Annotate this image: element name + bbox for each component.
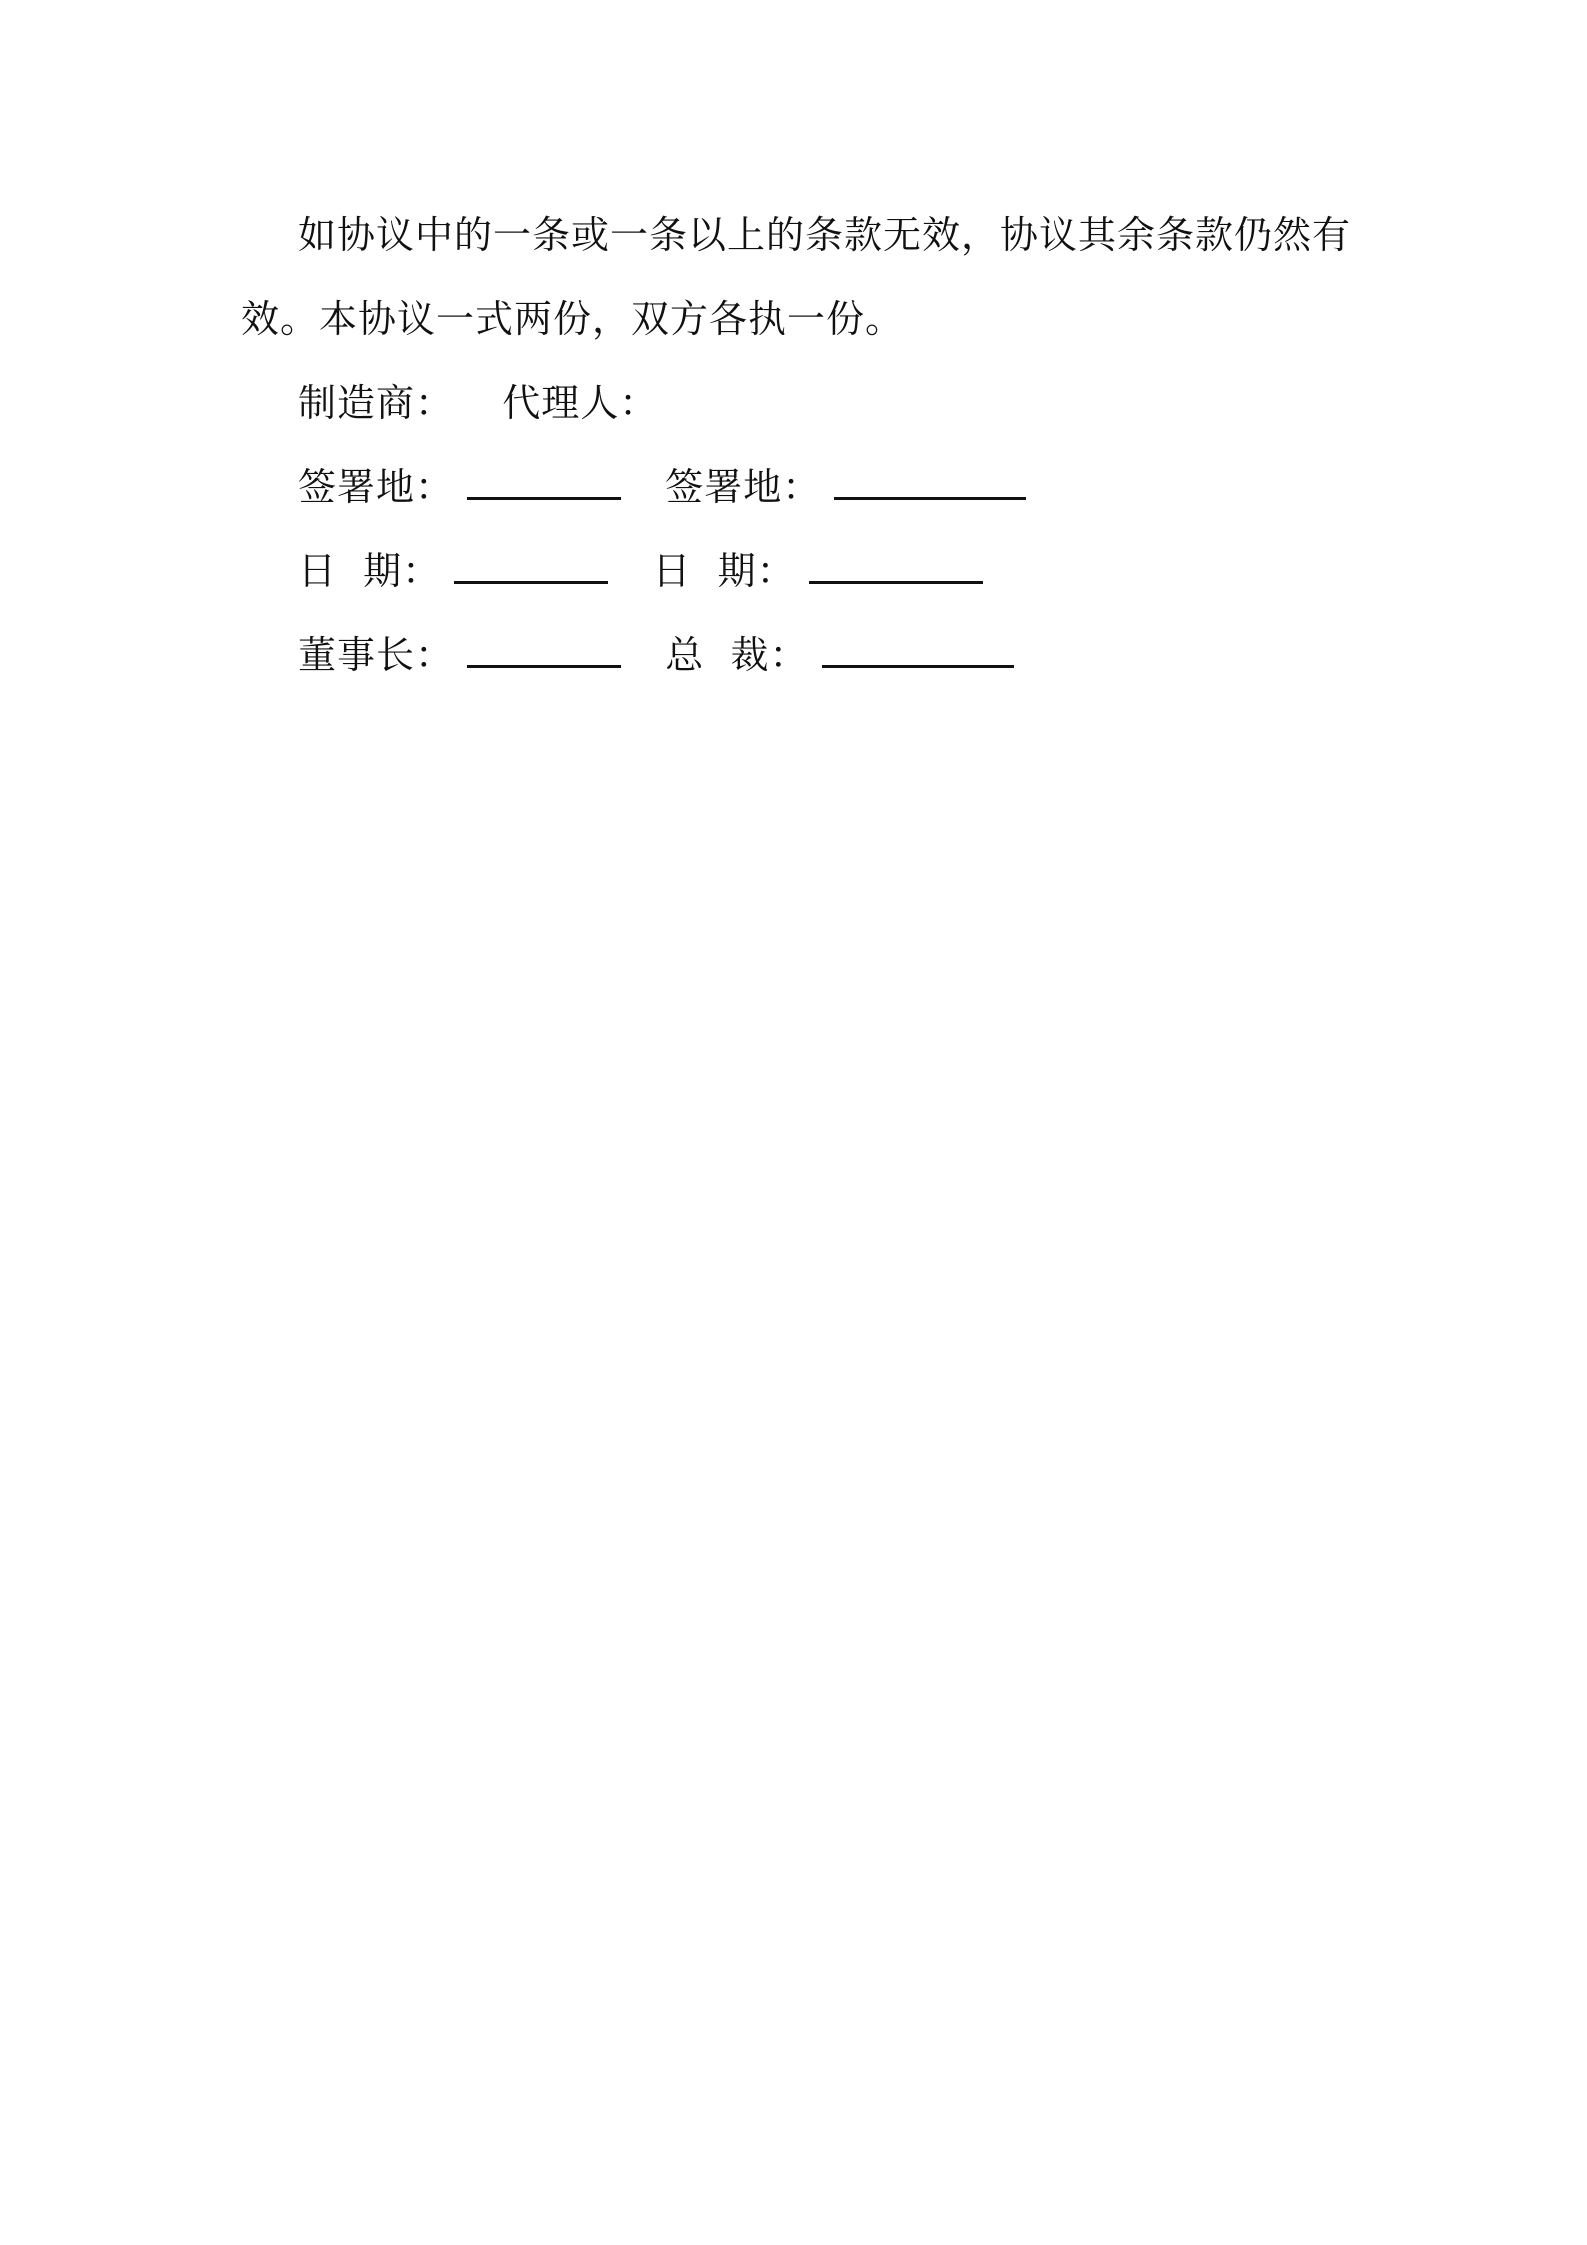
date-row bbox=[298, 548, 983, 594]
signing-place-label-left: 签署地： bbox=[298, 465, 455, 509]
paragraph-line-1: 如协议中的一条或一条以上的条款无效，协议其余条款仍然有 bbox=[298, 213, 1352, 257]
signing-place-blank-left bbox=[467, 465, 621, 500]
president-label: 总 裁： bbox=[665, 633, 809, 677]
president-blank bbox=[822, 633, 1014, 668]
date-blank-right bbox=[809, 549, 983, 584]
chairman-blank bbox=[467, 633, 621, 668]
signing-place-blank-right bbox=[834, 465, 1026, 500]
chairman-label: 董事长： bbox=[298, 633, 455, 677]
signing-place-label-right: 签署地： bbox=[665, 465, 822, 509]
parties-row bbox=[298, 380, 658, 426]
paragraph-line-2: 效。本协议一式两份，双方各执一份。 bbox=[241, 297, 905, 341]
agent-label: 代理人： bbox=[502, 381, 659, 425]
signature-place-row bbox=[298, 464, 1026, 510]
date-label-right: 日 期： bbox=[652, 549, 796, 593]
date-label-left: 日 期： bbox=[298, 549, 442, 593]
officer-row bbox=[298, 632, 1014, 678]
manufacturer-label: 制造商： bbox=[298, 381, 455, 425]
date-blank-left bbox=[454, 549, 608, 584]
